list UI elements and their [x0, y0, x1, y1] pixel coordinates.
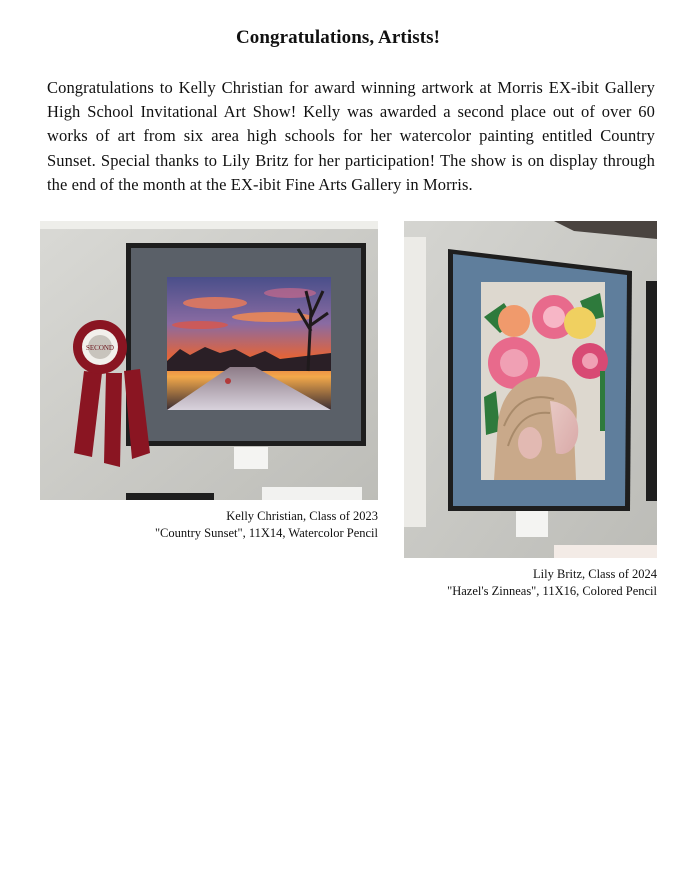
caption-kelly-christian	[155, 508, 378, 542]
hazels-zinneas-photo	[404, 221, 657, 558]
country-sunset-photo	[40, 221, 378, 500]
artwork-details-line: "Hazel's Zinneas", 11X16, Colored Pencil	[447, 584, 657, 598]
caption-lily-britz	[447, 566, 657, 600]
page-title: Congratulations, Artists!	[235, 27, 441, 48]
artist-name-line: Kelly Christian, Class of 2023	[226, 509, 378, 523]
artist-name-line: Lily Britz, Class of 2024	[533, 567, 657, 581]
announcement-paragraph: Congratulations to Kelly Christian for award winning artwork at Morris EX-ibit Gallery High School Invitational Art Show! Kelly was awarded a second place out of over 60 works of art from six area high schools for her watercolor painting entitled Country Sunset. Special thanks to Lily Britz for her participation! The show is on display through the end of the month at the EX-ibit Fine Arts Gallery in Morris.	[47, 78, 655, 194]
svg-text:SECOND: SECOND	[85, 344, 115, 352]
artwork-details-line: "Country Sunset", 11X14, Watercolor Pencil	[154, 526, 378, 540]
